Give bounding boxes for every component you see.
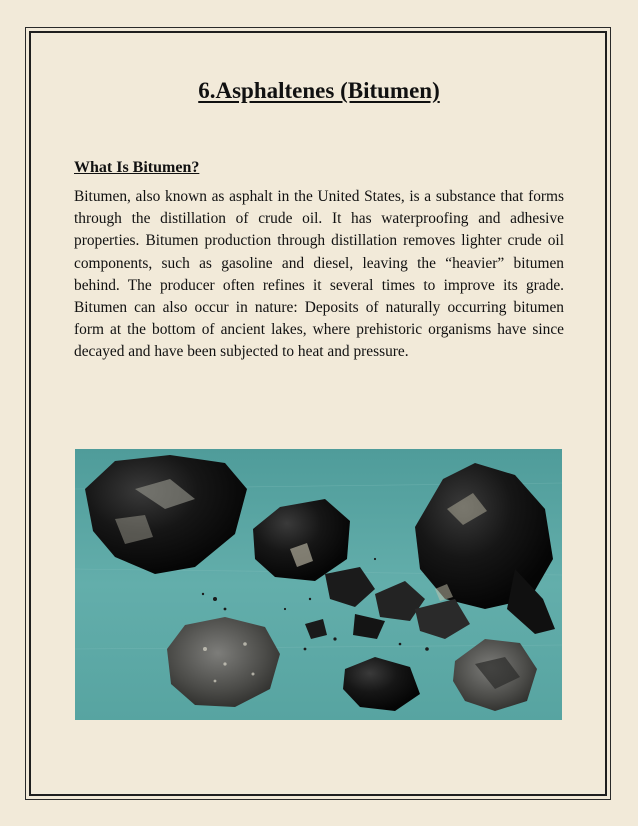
section-heading: What Is Bitumen?: [74, 159, 200, 176]
page-title: 6.Asphaltenes (Bitumen): [198, 78, 440, 103]
bitumen-photo: [75, 449, 562, 720]
body-paragraph: Bitumen, also known as asphalt in the United States, is a substance that forms through the distillation of crude oil. It has waterproofing and adhesive properties. Bitumen production through distillation removes lighter crude oil components, such as gasoline and diesel, leaving the “heavier” bitumen behind. The producer often refines it several times to improve its grade. Bitumen can also occur in nature: Deposits of naturally occurring bitumen form at the bottom of ancient lakes, where prehistoric organisms have since decayed and have been subjected to heat and pressure.: [74, 188, 564, 361]
